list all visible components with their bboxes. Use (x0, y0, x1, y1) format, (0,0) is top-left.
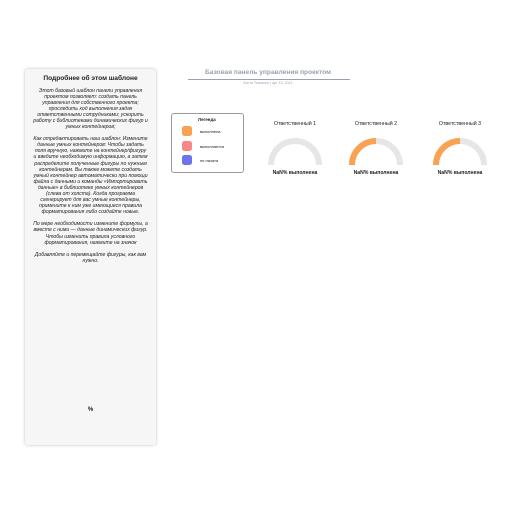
dashboard-subtitle: Костя Ткаченко | Apr 13, 2021 (243, 81, 293, 85)
about-template-text (33, 88, 148, 264)
gauge-title: Ответственный 3 (438, 121, 482, 127)
legend-label-done: выполнена (200, 128, 221, 134)
gauge-value: NaN% выполнена (272, 170, 318, 176)
gauge-title: Ответственный 2 (354, 121, 398, 127)
legend-label-in-progress: выполняется (200, 143, 225, 149)
about-paragraph: Этот базовый шаблон панели управления проектом позволяет: создать панель управления для собственного проекта; проследить ход выполнения задач ответственными сотрудниками; ускорить работу с библиотеками динамических фигур и умных контейнеров; (33, 87, 148, 131)
about-paragraph: По мере необходимости измените формулы, а вместе с ними — данные динамических фигур. Чтобы изменить правила условного форматирования, нажмите на значок (33, 221, 148, 246)
gauge-value: NaN% выполнена (353, 170, 399, 176)
legend-swatch-done (182, 126, 192, 136)
gauge-owner-2[interactable] (346, 121, 406, 176)
legend-item-in-progress (182, 141, 242, 151)
legend-swatch-not-started (182, 155, 192, 165)
gauge-dial (265, 137, 325, 167)
legend-title: Легенда (198, 117, 216, 122)
gauge-value: NaN% выполнена (437, 170, 483, 176)
gauge-fill (352, 141, 376, 165)
legend-item-done (182, 126, 242, 136)
legend-item-not-started (182, 155, 242, 165)
gauge-owner-3[interactable] (430, 121, 490, 176)
gauge-title: Ответственный 1 (273, 121, 317, 127)
about-template-title: Подробнее об этом шаблоне (43, 75, 138, 82)
gauge-fill (436, 141, 460, 165)
about-paragraph: Как отредактировать наш шаблон: Измените данные умных контейнеров: Чтобы задать поля вручную, нажмите на контейнер/фигуру и введите необходимую информацию, а затем распределите полученные фигуры по нужным контейнерам. Вы также можете создать умный контейнер автоматически при помощи файла с данными и команды «Импортировать данные» в библиотеке умных контейнеров (слева от холста). Когда программа сгенерирует для вас умные контейнеры, примените к ним уже имеющиеся правила форматирования либо создайте новые. (33, 136, 148, 216)
gauge-track (271, 141, 319, 165)
header-divider (188, 79, 350, 80)
gauge-owner-1[interactable] (265, 121, 325, 176)
legend-box (171, 113, 244, 173)
legend-label-not-started: не начата (200, 157, 219, 163)
dashboard-title: Базовая панель управления проектом (204, 69, 332, 76)
percent-icon[interactable]: % (87, 407, 94, 413)
gauge-dial (430, 137, 490, 167)
gauge-dial (346, 137, 406, 167)
legend-swatch-in-progress (182, 141, 192, 151)
about-paragraph: Добавляйте и перемещайте фигуры, как вам нужно. (34, 251, 147, 264)
about-template-panel (25, 69, 156, 445)
